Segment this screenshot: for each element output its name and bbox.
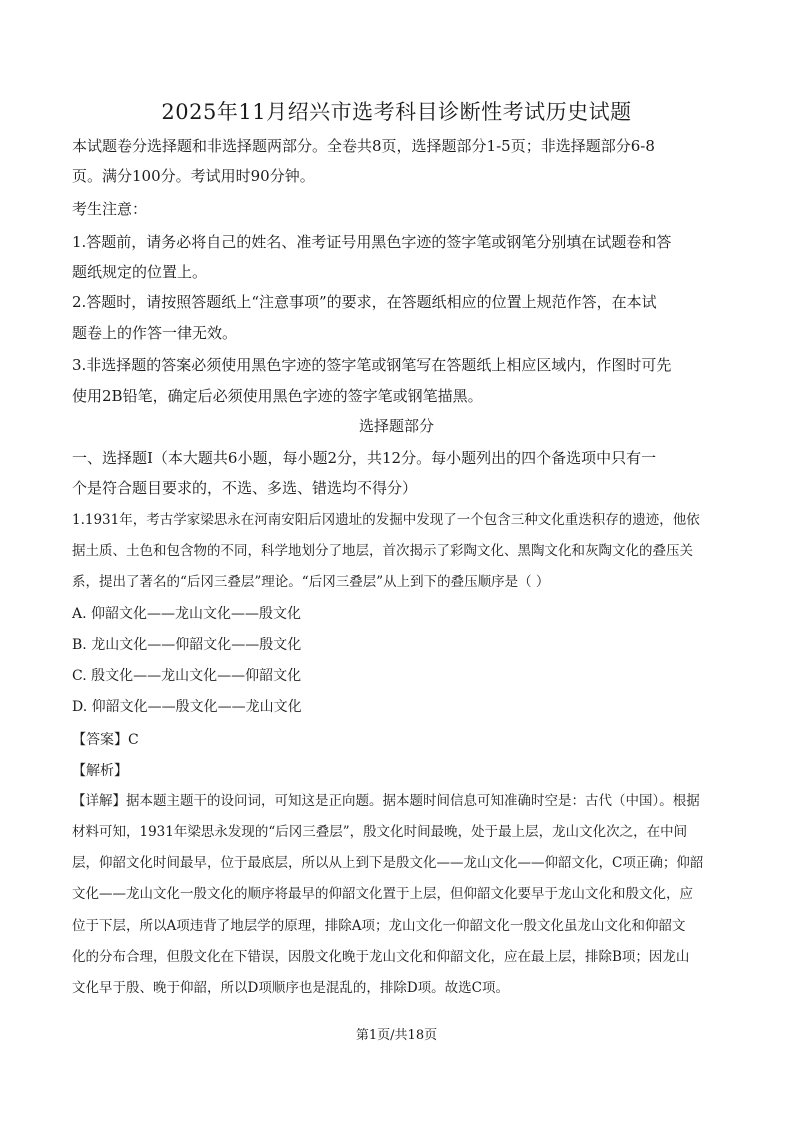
notice-line-3: 2.答题时，请按照答题纸上“注意事项”的要求，在答题纸相应的位置上规范作答，在本试 (72, 293, 657, 311)
question1-stem-line-1: 1.1931年，考古学家梁思永在河南安阳后冈遗址的发掘中发现了一个包含三种文化重迭积存的遗迹，他依 (72, 512, 700, 528)
intro-line-1: 本试题卷分选择题和非选择题两部分。全卷共8页，选择题部分1-5页；非选择题部分6-8 (72, 137, 655, 155)
intro-line-2: 页。满分100分。考试用时90分钟。 (72, 167, 315, 185)
question1-stem-line-2: 据土质、土色和包含物的不同，科学地划分了地层，首次揭示了彩陶文化、黑陶文化和灰陶文化的叠压关 (72, 543, 693, 559)
question1-answer (72, 725, 722, 755)
part-heading-line-1: 一、选择题Ⅰ（本大题共6小题，每小题2分，共12分。每小题列出的四个备选项中只有一 (72, 449, 657, 467)
question1-option-b: B. 龙山文化——仰韶文化——殷文化 (72, 637, 302, 653)
question1-detail-line-3: 层，仰韶文化时间最早，位于最底层，所以从上到下是殷文化——龙山文化——仰韶文化，C项正确；仰韶 (72, 855, 704, 871)
answer-value: C (128, 732, 139, 748)
answer-label: 【答案】 (72, 732, 128, 748)
notice-line-6: 使用2B铅笔，确定后必须使用黑色字迹的签字笔或钢笔描黑。 (72, 387, 483, 405)
question1-option-d: D. 仰韶文化——殷文化——龙山文化 (72, 699, 302, 715)
question1-detail-line-5: 位于下层，所以A项违背了地层学的原理，排除A项；龙山文化一仰韶文化一殷文化虽龙山文化和仰韶文 (72, 918, 686, 934)
page-footer: 第1页/共18页 (355, 1028, 438, 1043)
notice-title: 考生注意： (72, 200, 148, 218)
question1-option-c: C. 殷文化——龙山文化——仰韶文化 (72, 668, 302, 684)
section-title: 选择题部分 (358, 417, 434, 435)
question1-detail-line-2: 材料可知，1931年梁思永发现的“后冈三叠层”，殷文化时间最晚，处于最上层，龙山文化次之，在中间 (72, 824, 688, 840)
question1-detail-line-6: 化的分布合理，但殷文化在下错误，因殷文化晚于龙山文化和仰韶文化，应在最上层，排除B项；因龙山 (72, 949, 690, 965)
question1-detail-line-4: 文化——龙山文化一殷文化的顺序将最早的仰韶文化置于上层，但仰韶文化要早于龙山文化和殷文化，应 (72, 886, 693, 902)
question1-analysis-label (72, 756, 722, 786)
question1-detail-line-7: 文化早于殷、晚于仰韶，所以D项顺序也是混乱的，排除D项。故选C项。 (72, 980, 509, 996)
question1-option-a: A. 仰韶文化——龙山文化——殷文化 (72, 606, 302, 622)
notice-line-2: 题纸规定的位置上。 (72, 263, 208, 281)
part-heading-line-2: 个是符合题目要求的，不选、多选、错选均不得分） (72, 479, 418, 497)
question1-detail-line-1: 【详解】据本题主题干的设问词，可知这是正向题。据本题时间信息可知准确时空是：古代（中国）。根据 (72, 793, 700, 809)
analysis-label: 【解析】 (72, 763, 128, 779)
notice-line-4: 题卷上的作答一律无效。 (72, 324, 238, 342)
notice-line-5: 3.非选择题的答案必须使用黑色字迹的签字笔或钢笔写在答题纸上相应区域内，作图时可先 (72, 356, 672, 374)
notice-line-1: 1.答题前，请务必将自己的姓名、准考证号用黑色字迹的签字笔或钢笔分别填在试题卷和答 (72, 233, 672, 251)
question1-stem-line-3: 系，提出了著名的“后冈三叠层”理论。“后冈三叠层”从上到下的叠压顺序是（ ） (72, 574, 550, 590)
exam-title: 2025年11月绍兴市选考科目诊断性考试历史试题 (161, 100, 632, 124)
